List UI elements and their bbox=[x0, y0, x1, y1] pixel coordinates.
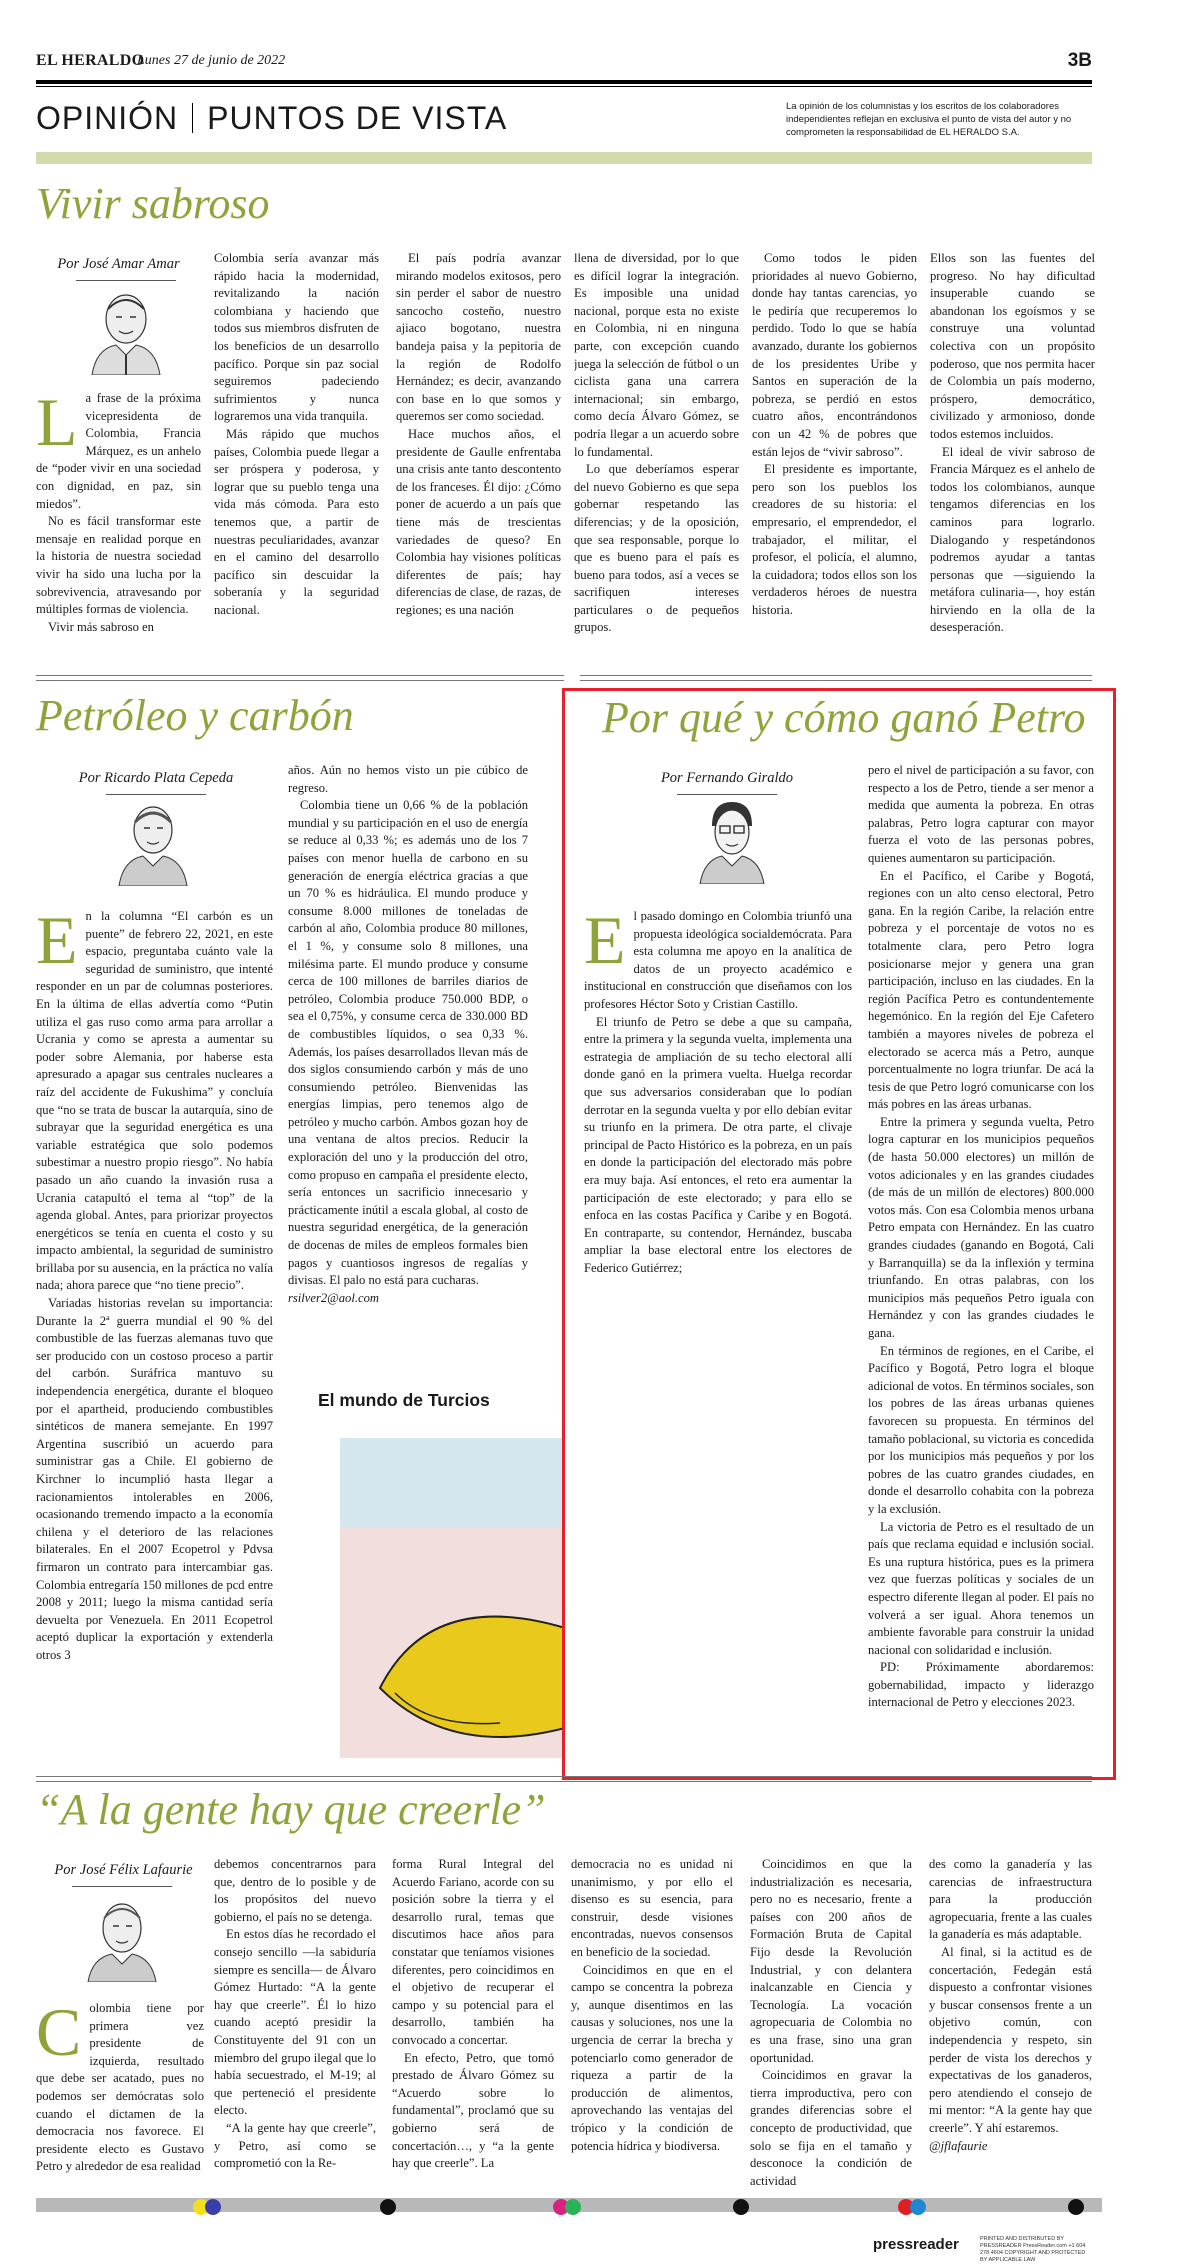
byline-rule bbox=[72, 1886, 172, 1887]
top-rule-thin bbox=[36, 86, 1092, 87]
author-portrait-sketch bbox=[78, 1892, 166, 1982]
dropcap: L bbox=[36, 390, 78, 460]
article-3-column-1: E l pasado domingo en Colombia triunfó una propuesta ideológica socialdemócrata. Para esta columna me apoyo en la analítica de datos de un proyecto académico e institucional en construcción que diseñamos con los profesores Héctor Soto y Cristian Castillo. El triunfo de Petro se debe a que su campaña, entre la primera y la segunda vuelta, implementa una estrategia de ampliación de su techo electoral allí donde ganó en la primera vuelta. Huelga recordar que sus adversarios consideraban que lo podían derrotar en la segunda vuelta y por ello debían evitar su triunfo en la primera. De otra parte, el clivaje principal de Pacto Histórico es la pobreza, en un país en donde la participación del electorado más pobre era muy baja. Así entonces, el reto era aumentar la participación de este electorado; y para ello se enfoca en las costas Pacífica y Caribe y en Bogotá. En contraparte, su contendor, Hernández, buscaba ampliar la base electoral entre los electores de Federico Gutiérrez; bbox=[584, 908, 852, 1275]
section-divider-bottom bbox=[36, 1776, 1092, 1782]
article-4-column-2: debemos concentrarnos para que, dentro de lo posible y de los propósitos del nuevo gobierno, el país no se detenga. En estos días he recordado el consejo sencillo —la sabiduría siempre es sencilla— de Álvaro Gómez Hurtado: “A la gente hay que creerle”. Él lo hizo cuando aceptó presidir la Constituyente del 91 con un miembro del grupo ilegal que lo había secuestrado, el M-19; al que perteneció el presidente electo. “A la gente hay que creerle”, y Petro, así como se comprometió con la Re- bbox=[214, 1857, 376, 2171]
section-heading bbox=[36, 100, 507, 137]
section-name: OPINIÓN bbox=[36, 100, 179, 136]
author-portrait-sketch bbox=[692, 796, 772, 884]
byline-fernando-giraldo: Por Fernando Giraldo bbox=[660, 770, 794, 786]
subsection-name: PUNTOS DE VISTA bbox=[207, 100, 508, 136]
byline-rule bbox=[677, 794, 777, 795]
byline-rule bbox=[76, 280, 176, 281]
author-email: rsilver2@aol.com bbox=[288, 1290, 379, 1305]
article-1-column-5: Como todos le piden prioridades al nuevo Gobierno, donde hay tantas carencias, yo le pediría que recuperemos lo perdido. Todo lo que se había avanzado, durante los gobiernos de los presidentes Uribe y Santos en superación de la pobreza, se perdió en estos cuatro años, encontrándonos con un 42 % de pobres que están lejos de “vivir sabroso”. El presidente es importante, pero son los pueblos los creadores de su historia: el empresario, el emprendedor, el trabajador, el militar, el profesor, el policía, el alumno, la cuidadora; todos ellos son los verdaderos héroes de nuestra historia. bbox=[752, 251, 917, 617]
section-band bbox=[36, 152, 1092, 164]
byline-jose-felix: Por José Félix Lafaurie bbox=[54, 1862, 193, 1878]
article-title-creerle: “A la gente hay que creerle” bbox=[36, 1785, 546, 1834]
article-4-column-5: Coincidimos en que la industrialización es necesaria, pero no es necesario, frente a países con 200 años de Formación Bruta de Capital Fijo desde la Revolución Industrial, y con delantera inalcanzable en Ciencia y Tecnología. La vocación agropecuaria de Colombia no es una frase, sino una gran oportunidad. Coincidimos en gravar la tierra improductiva, pero con grandes diferencias sobre el concepto de productividad, que solo se fija en el tamaño y desconoce la condición de actividad bbox=[750, 1857, 912, 2188]
article-title-gano-petro: Por qué y cómo ganó Petro bbox=[602, 693, 1086, 742]
registration-dot-blue bbox=[205, 2199, 221, 2215]
section-separator bbox=[192, 103, 193, 133]
top-rule bbox=[36, 80, 1092, 84]
article-1-column-1: L a frase de la próxima vicepresidenta de Colombia, Francia Márquez, es un anhelo de “poder vivir en una sociedad con dignidad, en paz, sin miedos”. No es fácil transformar este mensaje en realidad porque en la historia de nuestra sociedad vivir ha sido una lucha por la sobrevivencia, atravesando por múltiples formas de violencia. Vivir más sabroso en bbox=[36, 390, 201, 634]
author-portrait-sketch bbox=[105, 796, 201, 886]
byline-jose-amar: Por José Amar Amar bbox=[57, 256, 180, 272]
dropcap: E bbox=[584, 908, 626, 978]
byline-ricardo-plata: Por Ricardo Plata Cepeda bbox=[78, 770, 234, 786]
article-3-column-2: pero el nivel de participación a su favor, con respecto a los de Petro, tiende a ser menor a medida que aumenta la pobreza. En otras palabras, Petro logra capturar con mayor fuerza el voto de las personas pobres, quienes aumentaron su participación. En el Pacífico, el Caribe y Bogotá, regiones con un alto censo electoral, Petro gana. En la región Caribe, la relación entre pobreza y el porcentaje de votos no es totalmente clara, pero Petro logra posicionarse mejor y genera una gran participación, incluso en las ciudades. En la región Pacífica Petro es contundentemente hegemónico. En la región del Eje Cafetero también a mayores niveles de pobreza el electorado se acerca más a Petro, aunque porcentualmente no logra triunfar. De acá la tesis de que Petro logró comunicarse con los más pobres en las áreas urbanas. Entre la primera y segunda vuelta, Petro logra capturar en los municipios pequeños (de hasta 50.000 electores) un millón de votos adicionales y en las grandes ciudades (de más de un millón de electores) 800.000 votos más. Con esa Colombia menos urbana Petro empata con Hernández. En las cuatro grandes ciudades (ganando en Bogotá, Cali y Barranquilla) se da la inflexión y termina triunfando. En otras palabras, con los municipios más pequeños Petro iguala con Hernández y con las grandes ciudades le gana. En términos de regiones, en el Caribe, el Pacífico y Bogotá, Petro logra el bloque adicional de votos. En términos sociales, son los pobres de las áreas urbanas quienes favorecen su propuesta. En términos del tamaño poblacional, su victoria es concedida por los municipios más pequeños y por los pobres de las cuatro grandes ciudades, en donde el desarrollo cohabita con la pobreza y la exclusión. La victoria de Petro es el resultado de un país que reclama equidad e inclusión social. Es una ruptura histórica, pues es la primera vez que fuerzas políticas y sociales de un espectro diferente llegan al poder. El país no volverá a ser igual. Ahora tenemos un ambiente favorable para construir la unidad nacional con solidaridad e inclusión. PD: Próximamente abordaremos: gobernabilidad, impacto y liderazgo internacional de Petro y elecciones 2023. bbox=[868, 763, 1094, 1710]
article-1-column-2: Colombia sería avanzar más rápido hacia la modernidad, revitalizando la nación colombiana y haciendo que todos sus miembros disfruten de los beneficios de un desarrollo pacífico. Porque sin paz social seguiremos padeciendo sufrimientos y nunca lograremos una vida tranquila. Más rápido que muchos países, Colombia puede llegar a ser próspera y poderosa, y lograr que su pueblo tenga una vida más cómoda. Para esto tenemos que, a partir de nuestras peculiaridades, avanzar en el camino del desarrollo pacífico sin descuidar la soberanía y la seguridad nacional. bbox=[214, 251, 379, 617]
cartoon-left-part bbox=[340, 1438, 565, 1758]
article-4-column-1: C olombia tiene por primera vez presidente de izquierda, resultado que debe ser acatado, pues no podemos ser demócratas solo cuando el dictamen de la democracia nos favorece. El presidente electo es Gustavo Petro y alrededor de esa realidad bbox=[36, 2000, 204, 2174]
article-title-petroleo-carbon: Petróleo y carbón bbox=[36, 691, 354, 740]
article-1-column-4: llena de diversidad, por lo que es difícil lograr la integración. Es imposible una unidad nacional, porque esta no existe en Colombia, ni en ninguna parte, con excepción cuando juega la selección de fútbol o un ciclista gana una carrera internacional; sin embargo, como decía Álvaro Gómez, se podría llegar a un acuerdo sobre lo fundamental. Lo que deberíamos esperar del nuevo Gobierno es que sepa gobernar respetando las diferencias; y de la oposición, que sea responsable, porque lo que es bueno para el país es bueno para todos, así a veces se sacrifiquen intereses particulares o de pequeños grupos. bbox=[574, 251, 739, 635]
author-portrait-sketch bbox=[72, 285, 180, 375]
section-divider-left bbox=[36, 675, 564, 681]
article-4-column-3: forma Rural Integral del Acuerdo Fariano, acorde con su posición sobre la tierra y el desarrollo rural, temas que discutimos hace años para constatar que teníamos visiones diferentes, pero coincidimos en el objetivo de recuperar el campo y su potencial para el desarrollo, también ha convocado a concertar. En efecto, Petro, que tomó prestado de Álvaro Gómez su “Acuerdo sobre lo fundamental”, proclamó que su gobierno será de concertación…, y “a la gente hay que creerle”. La bbox=[392, 1857, 554, 2171]
issue-date: Lunes 27 de junio de 2022 bbox=[137, 53, 286, 68]
article-4-column-6: des como la ganadería y las carencias de infraestructura para la producción agropecuaria, frente a las cuales la ganadería es más adaptable. Al final, si la actitud es de concertación, Fedegán está dispuesto a confrontar visiones y buscar consensos frente a un objetivo común, con independencia y respeto, sin perder de vista los derechos y expectativas de los ganaderos, pero atendiendo el consejo de mi mentor: “A la gente hay que creerle”. Y ahí estaremos. @jflafaurie bbox=[929, 1856, 1092, 2190]
article-2-column-2: años. Aún no hemos visto un pie cúbico de regreso. Colombia tiene un 0,66 % de la población mundial y su participación en el uso de energía se reduce al 0,33 %; es además uno de los 7 países con menor huella de carbono en su generación de energía eléctrica gracias a que un 70 % es hidráulica. El mundo produce y consume 8.000 millones de toneladas de carbón al año, Colombia produce 80 millones, el 1 %, y consume solo 8 millones, una milésima parte. El mundo produce y consume cerca de 100 millones de barriles diarios de petróleo, Colombia produce 750.000 BDP, o sea el 0,75%, y consume cerca de 330.000 BD de combustibles líquidos, o sea 0,33 %. Además, los países desarrollados llevan más de dos siglos consumiendo carbón y más de uno consumiendo petróleo. Bienvenidas las energías limpias, pero tenemos algo de petróleo y mucho carbón. Ambos gozan hoy de una ventana de altos precios. Reducir la exploración del uno y la producción del otro, como propuso en campaña el presidente electo, sería entonces un sacrificio innecesario y prácticamente inútil a escala global, al costo de nuestra seguridad energética, de la generación de docenas de miles de empleos formales bien pagos y cuantiosos ingresos de regalías y divisas. El palo no está para cucharas. rsilver2@aol.com bbox=[288, 762, 528, 1352]
byline-rule bbox=[106, 794, 206, 795]
article-title-vivir-sabroso: Vivir sabroso bbox=[36, 179, 270, 228]
registration-dot-green bbox=[565, 2199, 581, 2215]
cartoon-title: El mundo de Turcios bbox=[318, 1390, 490, 1410]
registration-dot-black bbox=[380, 2199, 396, 2215]
dropcap: E bbox=[36, 908, 78, 978]
section-divider-right bbox=[580, 675, 1092, 681]
newspaper-brand: EL HERALDO bbox=[36, 52, 145, 69]
article-1-column-3: El país podría avanzar mirando modelos exitosos, pero sin perder el sabor de nuestro sancocho costeño, nuestro ajiaco bogotano, nuestra bandeja paisa y la pepitoria de la región de Rodolfo Hernández; es decir, avanzando con base en lo que somos y queremos ser como sociedad. Hace muchos años, el presidente de Gaulle enfrentaba una crisis ante tanto descontento de los franceses. Él dijo: ¿Cómo poner de acuerdo a un país que tiene más de trescientas variedades de queso? En Colombia hay visiones políticas diferentes de país; hay diferencias de clase, de razas, de regiones; es una nación bbox=[396, 251, 561, 617]
article-2-column-1: E n la columna “El carbón es un puente” de febrero 22, 2021, en este espacio, preguntaba cuánto vale la seguridad de suministro, que intenté responder en un par de columnas posteriores. En la última de ellas advertía como “Putin utiliza el gas ruso como arma para arrollar a Ucrania y como se apresta a aumentar su poder sobre Alemania, por haberse esta apresurado a apagar sus centrales nucleares a raíz del accidente de Fukushima” y concluía que “no se trata de buscar la autarquía, sino de subrayar que la seguridad energética es una variable estratégica que solo podemos subestimar a nuestro propio riesgo”. No había pasado un año cuando la invasión rusa a Ucrania catapultó el tema al “top” de la agenda global. Antes, para priorizar proyectos energéticos se tenía en cuenta el costo y su impacto ambiental, la seguridad de suministro brillaba por su ausencia, en la práctica no valía nada; ahora parece que “no tiene precio”. Variadas historias revelan su importancia: Durante la 2ª guerra mundial el 90 % del combustible de las fuerzas alemanas tuvo que ser producido con un costoso proceso a partir del carbón. Suráfrica mantuvo su independencia energética, durante el bloqueo por el apartheid, produciendo combustibles sintéticos de manera semejante. En 1997 Argentina suscribió un acuerdo para suministrar gas a Chile. El gobierno de Kirchner lo incumplió hasta llegar a racionamientos intolerables en 2006, ocasionando tremendo impacto a la economía chilena y el deterioro de las relaciones bilaterales. En el 2007 Ecopetrol y Pdvsa firmaron un contrato para intercambiar gas. Colombia entregaría 150 millones de pcd entre 2008 y 2011; luego la misma cantidad sería devuelta por Venezuela. En 2011 Ecopetrol aceptó duplicar la exportación y extenderla otros 3 bbox=[36, 908, 273, 1662]
registration-dot-black bbox=[1068, 2199, 1084, 2215]
opinion-disclaimer: La opinión de los columnistas y los escritos de los colaboradores independientes reflejan en exclusiva el punto de vista del autor y no comprometen la responsabilidad de EL HERALDO S.A. bbox=[786, 101, 1072, 138]
article-4-column-4: democracia no es unidad ni unanimismo, y por ello el disenso es su esencia, para construir, desde visiones encontradas, nuevos consensos en beneficio de la sociedad. Coincidimos en que en el campo se concentra la pobreza y, aunque disentimos en las causas y soluciones, nos une la urgencia de cerrar la brecha y potenciarlo como generador de riqueza a partir de la producción de alimentos, aprovechando las ventajas del trópico y la condición de potencia hídrica y biodiversa. bbox=[571, 1857, 733, 2153]
registration-dot-cyan bbox=[910, 2199, 926, 2215]
pressreader-logo: pressreader bbox=[873, 2236, 959, 2253]
pressreader-fine-print: PRINTED AND DISTRIBUTED BY PRESSREADER PressReader.com +1 604 278 4604 COPYRIGHT AND PROTECTED BY APPLICABLE LAW bbox=[980, 2236, 1086, 2263]
registration-dot-black bbox=[733, 2199, 749, 2215]
dropcap: C bbox=[36, 2000, 82, 2070]
page-number: 3B bbox=[1067, 50, 1092, 71]
masthead bbox=[36, 50, 1092, 74]
article-1-column-6: Ellos son las fuentes del progreso. No hay dificultad insuperable cuando se abandonan los egoísmos y se construye una voluntad colectiva con un propósito poderoso, que nos permita hacer de Colombia un país moderno, próspero, democrático, civilizado y armonioso, donde todos estemos incluidos. El ideal de vivir sabroso de Francia Márquez es el anhelo de todos los colombianos, aunque tengamos diferencias en los caminos para lograrlo. Dialogando y respetándonos podremos ayudar a tantas personas que —siguiendo la metáfora culinaria—, hoy están hirviendo en la olla de la desesperación. bbox=[930, 251, 1095, 635]
author-handle: @jflafaurie bbox=[929, 2138, 988, 2153]
